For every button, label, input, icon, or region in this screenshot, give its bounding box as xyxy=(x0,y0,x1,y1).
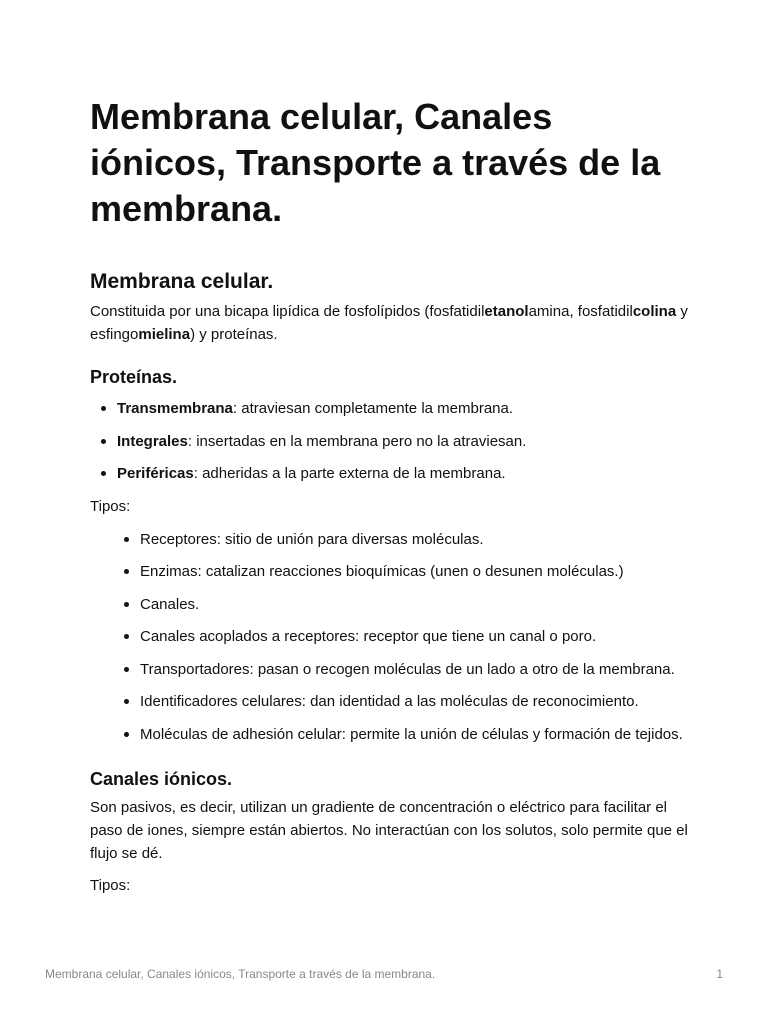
section-heading-membrana: Membrana celular. xyxy=(90,270,274,293)
list-item xyxy=(117,430,690,453)
intro-text-1: Constituida por una bicapa lipídica de fosfolípidos (fosfatidil xyxy=(90,303,485,320)
list-item: Canales acoplados a receptores: receptor que tiene un canal o poro. xyxy=(140,625,690,648)
list-item: Identificadores celulares: dan identidad a las moléculas de reconocimiento. xyxy=(140,690,690,713)
intro-text-3: y esfingo xyxy=(90,303,688,343)
tipos-list xyxy=(90,528,690,746)
protein-term: Integrales xyxy=(117,432,188,450)
subheading-proteinas: Proteínas. xyxy=(90,367,178,387)
list-item: Moléculas de adhesión celular: permite la unión de células y formación de tejidos. xyxy=(140,723,690,746)
protein-list xyxy=(90,397,690,485)
page-number: 1 xyxy=(716,967,723,981)
protein-term: Periféricas xyxy=(117,465,194,482)
list-item: Receptores: sitio de unión para diversas moléculas. xyxy=(140,528,690,551)
protein-desc: : insertadas en la membrana pero no la atraviesan. xyxy=(187,432,527,450)
protein-desc: : atraviesan completamente la membrana. xyxy=(232,400,514,417)
footer-title: Membrana celular, Canales iónicos, Transporte a través de la membrana. xyxy=(45,967,436,981)
tipos-label: Tipos: xyxy=(90,876,131,894)
page-title: Membrana celular, Canales iónicos, Transporte a través de la membrana. xyxy=(90,96,661,229)
canales-paragraph: Son pasivos, es decir, utilizan un gradiente de concentración o eléctrico para facilitar el paso de iones, siempre están abiertos. No interactúan con los solutos, solo permite que el flujo se dé. xyxy=(90,798,688,862)
intro-bold-etanol: etanol xyxy=(484,303,529,320)
tipos-label: Tipos: xyxy=(90,497,131,515)
intro-text-4: ) y proteínas. xyxy=(190,326,278,343)
protein-desc: : adheridas a la parte externa de la membrana. xyxy=(193,465,506,482)
document-body xyxy=(90,94,690,897)
intro-paragraph xyxy=(90,300,690,346)
intro-text-2: amina, fosfatidil xyxy=(528,303,633,320)
list-item xyxy=(117,462,690,485)
list-item: Transportadores: pasan o recogen moléculas de un lado a otro de la membrana. xyxy=(140,658,690,681)
list-item xyxy=(117,397,690,420)
list-item: Canales. xyxy=(140,593,690,616)
intro-bold-mielina: mielina xyxy=(138,326,191,343)
list-item: Enzimas: catalizan reacciones bioquímicas (unen o desunen moléculas.) xyxy=(140,560,690,583)
intro-bold-colina: colina xyxy=(632,303,677,320)
subheading-canales-ionicos: Canales iónicos. xyxy=(90,768,233,789)
protein-term: Transmembrana xyxy=(117,400,233,417)
